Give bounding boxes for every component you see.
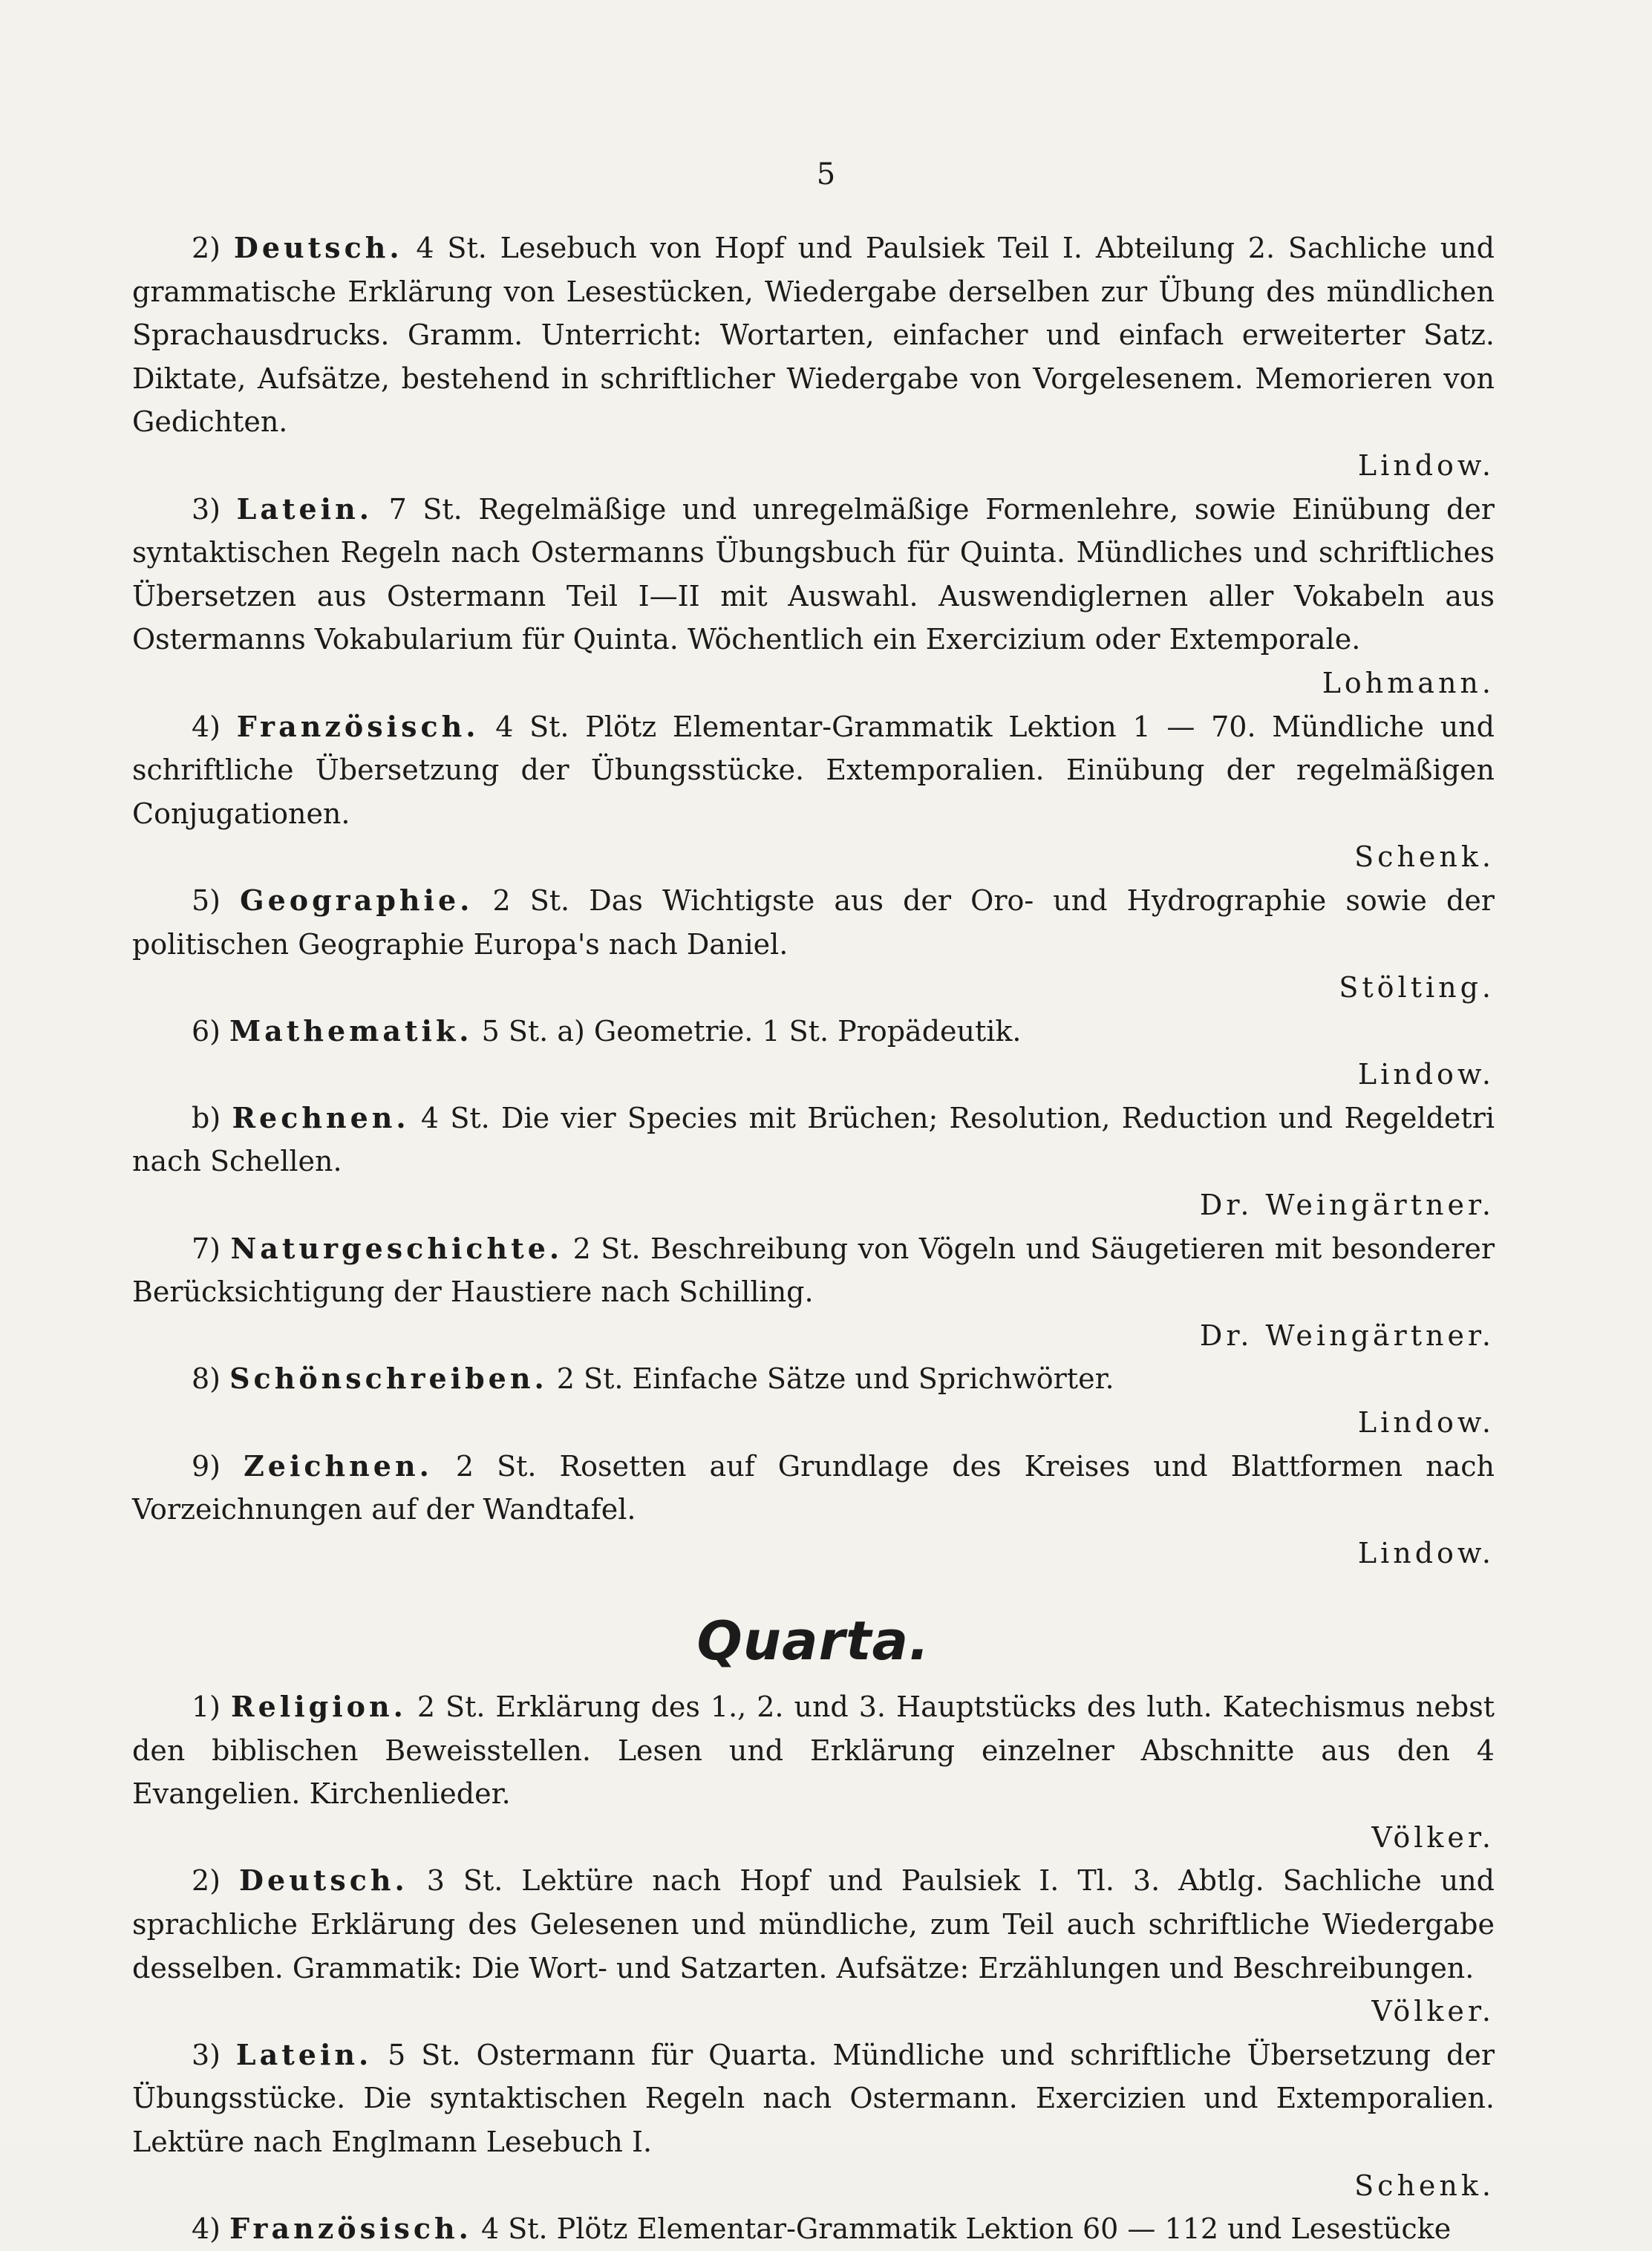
course-description: 5 St. a) Geometrie. 1 St. Propädeutik. <box>481 1014 1022 1048</box>
course-paragraph <box>132 1685 1495 1816</box>
quarta-entries <box>132 1685 1495 2251</box>
course-paragraph <box>132 1010 1495 1053</box>
course-subject: Naturgeschichte. <box>230 1231 564 1265</box>
course-teacher: Lindow. <box>1357 1406 1495 1440</box>
course-teacher: Völker. <box>1371 1820 1495 1854</box>
course-entry <box>132 2207 1495 2251</box>
course-teacher: Dr. Weingärtner. <box>1199 1319 1495 1352</box>
course-number: 1) <box>192 1690 221 1723</box>
course-number: 8) <box>192 1362 221 1396</box>
course-paragraph <box>132 1097 1495 1183</box>
course-description: 4 St. Plötz Elementar-Grammatik Lektion 1 — 70. Mündliche und schriftliche Übersetzung der Übungsstücke. Extemporalien. Einübung der regelmäßigen Conjugationen. <box>132 710 1495 830</box>
course-number: b) <box>192 1101 221 1134</box>
course-subject: Französisch. <box>229 2212 472 2246</box>
quinta-entries <box>132 226 1495 1575</box>
course-teacher: Schenk. <box>1354 2169 1495 2202</box>
course-entry <box>132 1227 1495 1358</box>
course-subject: Schönschreiben. <box>229 1362 548 1396</box>
course-entry <box>132 879 1495 1010</box>
course-teacher: Lohmann. <box>1322 666 1495 699</box>
course-subject: Deutsch. <box>239 1863 408 1898</box>
course-teacher: Lindow. <box>1357 448 1495 482</box>
course-subject: Zeichnen. <box>244 1448 433 1483</box>
course-description: 2 St. Rosetten auf Grundlage des Kreises und Blattformen nach Vorzeichnungen auf der Wandtafel. <box>132 1449 1495 1526</box>
course-subject: Religion. <box>231 1690 407 1723</box>
course-description: 4 St. Plötz Elementar-Grammatik Lektion 60 — 112 und Lesestücke <box>480 2212 1452 2246</box>
course-description: 2 St. Das Wichtigste aus der Oro- und Hydrographie sowie der politischen Geographie Europa's nach Daniel. <box>132 883 1495 961</box>
course-paragraph <box>132 488 1495 661</box>
course-number: 4) <box>192 2212 221 2246</box>
course-description: 3 St. Lektüre nach Hopf und Paulsiek I. Tl. 3. Abtlg. Sachliche und sprachliche Erklärung des Gelesenen und mündliche, zum Teil auch schriftliche Wiedergabe desselben. Grammatik: Die Wort- und Satzarten. Aufsätze: Erzählungen und Beschreibungen. <box>132 1864 1495 1984</box>
course-description: 2 St. Beschreibung von Vögeln und Säugetieren mit besonderer Berücksichtigung der Haustiere nach Schilling. <box>132 1232 1495 1309</box>
course-entry <box>132 1445 1495 1575</box>
course-entry <box>132 1357 1495 1444</box>
course-entry <box>132 1010 1495 1097</box>
course-description: 2 St. Erklärung des 1., 2. und 3. Hauptstücks des luth. Katechismus nebst den biblischen Beweisstellen. Lesen und Erklärung einzelner Abschnitte aus den 4 Evangelien. Kirchenlieder. <box>132 1690 1495 1811</box>
course-number: 2) <box>192 232 221 264</box>
course-description: 7 St. Regelmäßige und unregelmäßige Formenlehre, sowie Einübung der syntaktischen Regeln nach Ostermanns Übungsbuch für Quinta. Mündliches und schriftliches Übersetzen aus Ostermann Teil I—II mit Auswahl. Auswendiglernen aller Vokabeln aus Ostermanns Vokabularium für Quinta. Wöchentlich ein Exercizium oder Extemporale. <box>132 492 1495 656</box>
course-paragraph <box>132 226 1495 444</box>
course-paragraph <box>132 705 1495 836</box>
page-content <box>132 226 1495 2251</box>
course-subject: Mathematik. <box>229 1013 473 1048</box>
page-number: 5 <box>816 157 836 192</box>
course-paragraph <box>132 1227 1495 1314</box>
course-paragraph <box>132 1859 1495 1990</box>
course-entry <box>132 488 1495 705</box>
course-description: 4 St. Die vier Species mit Brüchen; Resolution, Reduction und Regeldetri nach Schellen. <box>132 1101 1495 1178</box>
course-entry <box>132 705 1495 879</box>
course-paragraph <box>132 879 1495 966</box>
course-subject: Rechnen. <box>232 1100 410 1134</box>
course-number: 9) <box>192 1449 221 1483</box>
course-number: 5) <box>192 883 221 917</box>
course-number: 3) <box>192 2038 221 2071</box>
course-subject: Französisch. <box>236 709 480 743</box>
section-heading-quarta: Quarta. <box>696 1610 930 1673</box>
course-description: 5 St. Ostermann für Quarta. Mündliche und schriftliche Übersetzung der Übungsstücke. Die syntaktischen Regeln nach Ostermann. Exercizien und Extemporalien. Lektüre nach Englmann Lesebuch I. <box>132 2038 1495 2158</box>
course-teacher: Stölting. <box>1339 971 1495 1004</box>
course-entry <box>132 1097 1495 1227</box>
course-number: 4) <box>192 710 221 743</box>
course-teacher: Völker. <box>1371 1995 1495 2028</box>
course-teacher: Dr. Weingärtner. <box>1199 1189 1495 1222</box>
course-number: 6) <box>192 1014 221 1048</box>
course-entry <box>132 1859 1495 2033</box>
course-number: 3) <box>192 492 221 526</box>
course-teacher: Schenk. <box>1354 840 1495 874</box>
course-paragraph <box>132 1445 1495 1532</box>
course-entry <box>132 226 1495 488</box>
course-subject: Deutsch. <box>233 231 403 264</box>
course-number: 7) <box>192 1232 221 1265</box>
course-entry <box>132 2033 1495 2207</box>
course-description: 2 St. Einfache Sätze und Sprichwörter. <box>556 1362 1114 1396</box>
course-subject: Geographie. <box>240 883 474 917</box>
course-subject: Latein. <box>236 491 373 526</box>
course-paragraph <box>132 2033 1495 2164</box>
course-description: 4 St. Lesebuch von Hopf und Paulsiek Teil I. Abteilung 2. Sachliche und grammatische Erklärung von Lesestücken, Wiedergabe derselben zur Übung des mündlichen Sprachausdrucks. Gramm. Unterricht: Wortarten, einfacher und einfach erweiterter Satz. Diktate, Aufsätze, bestehend in schriftlicher Wiedergabe von Vorgelesenem. Memorieren von Gedichten. <box>132 232 1495 439</box>
course-paragraph <box>132 2207 1495 2251</box>
course-paragraph <box>132 1357 1495 1401</box>
course-number: 2) <box>192 1864 221 1898</box>
course-subject: Latein. <box>235 2037 373 2071</box>
course-teacher: Lindow. <box>1357 1536 1495 1569</box>
course-entry <box>132 1685 1495 1859</box>
course-teacher: Lindow. <box>1357 1058 1495 1091</box>
